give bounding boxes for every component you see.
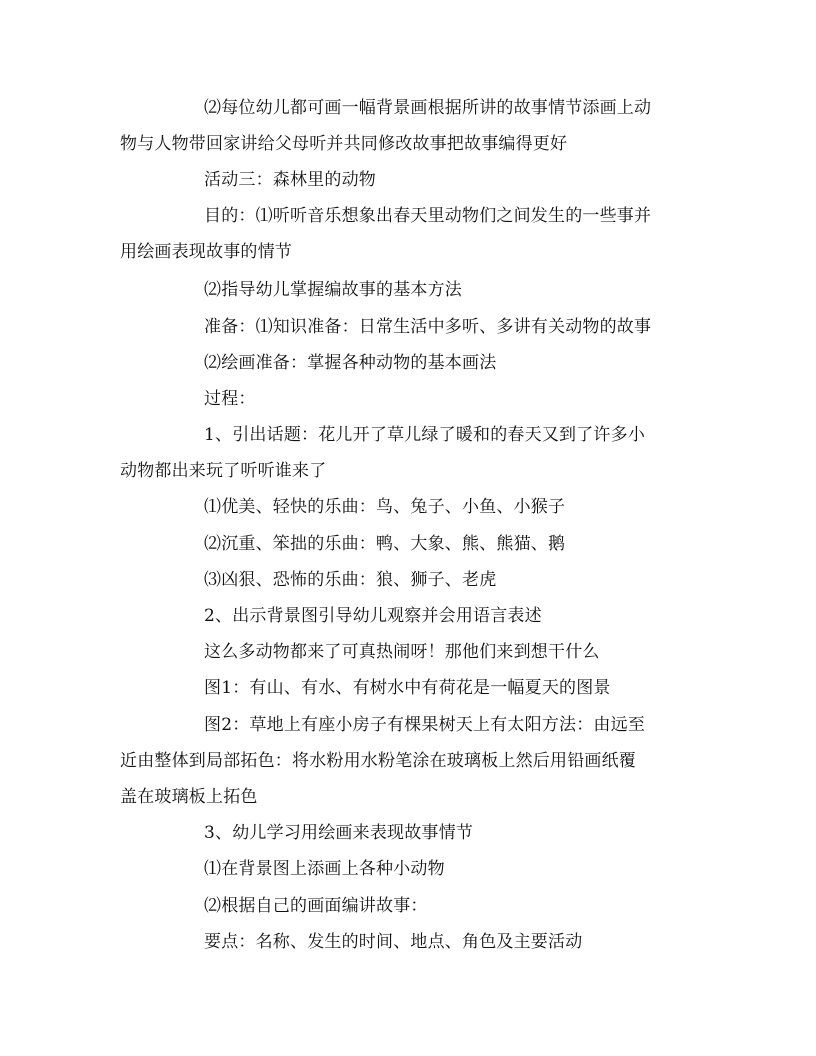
text-line: 要点：名称、发生的时间、地点、角色及主要活动 [204, 932, 583, 952]
text-line: 物与人物带回家讲给父母听并共同修改故事把故事编得更好 [120, 134, 568, 154]
text-line: ⑴优美、轻快的乐曲：鸟、兔子、小鱼、小猴子 [204, 497, 566, 517]
text-line: ⑵沉重、笨拙的乐曲：鸭、大象、熊、熊猫、鹅 [204, 534, 566, 554]
text-line: 过程： [204, 389, 256, 409]
text-line: ⑵根据自己的画面编讲故事： [204, 896, 428, 916]
text-line: ⑵指导幼儿掌握编故事的基本方法 [204, 280, 462, 300]
text-line: 目的：⑴听听音乐想象出春天里动物们之间发生的一些事并 [204, 206, 652, 226]
text-line: 3、幼儿学习用绘画来表现故事情节 [204, 823, 474, 843]
text-line: 这么多动物都来了可真热闹呀！那他们来到想干什么 [204, 642, 600, 662]
text-line: ⑴在背景图上添画上各种小动物 [204, 859, 445, 879]
text-line: ⑵绘画准备：掌握各种动物的基本画法 [204, 353, 497, 373]
text-line: ⑵每位幼儿都可画一幅背景画根据所讲的故事情节添画上动 [204, 98, 652, 118]
text-line: ⑶凶狠、恐怖的乐曲：狼、狮子、老虎 [204, 570, 497, 590]
text-line: 1、引出话题：花儿开了草儿绿了暖和的春天又到了许多小 [204, 425, 646, 445]
text-line: 图2：草地上有座小房子有棵果树天上有太阳方法：由远至 [204, 715, 646, 735]
text-line: 2、出示背景图引导幼儿观察并会用语言表述 [204, 606, 542, 626]
text-line: 准备：⑴知识准备：日常生活中多听、多讲有关动物的故事 [204, 317, 652, 337]
text-line: 动物都出来玩了听听谁来了 [120, 461, 327, 481]
text-line: 近由整体到局部拓色：将水粉用水粉笔涂在玻璃板上然后用铅画纸覆 [120, 751, 636, 771]
text-line: 盖在玻璃板上拓色 [120, 787, 258, 807]
text-line: 活动三：森林里的动物 [204, 170, 376, 190]
text-line: 图1：有山、有水、有树水中有荷花是一幅夏天的图景 [204, 678, 611, 698]
text-line: 用绘画表现故事的情节 [120, 242, 292, 262]
